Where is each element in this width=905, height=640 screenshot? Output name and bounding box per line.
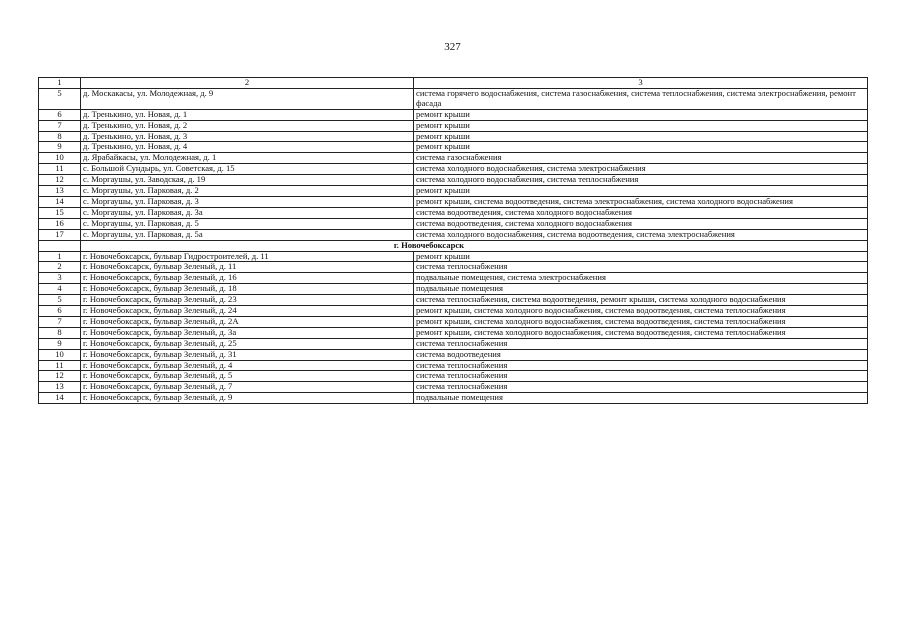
row-address: г. Новочебоксарск, бульвар Зеленый, д. 16 (81, 273, 414, 284)
row-address: д. Тренькино, ул. Новая, д. 2 (81, 120, 414, 131)
table-row (39, 218, 868, 229)
row-address: с. Моргаушы, ул. Парковая, д. 3а (81, 207, 414, 218)
row-works: подвальные помещения (414, 393, 868, 404)
row-address: г. Новочебоксарск, бульвар Зеленый, д. 18 (81, 284, 414, 295)
table-row (39, 262, 868, 273)
table-row (39, 131, 868, 142)
row-address: г. Новочебоксарск, бульвар Гидростроителей, д. 11 (81, 251, 414, 262)
row-number: 6 (39, 306, 81, 317)
row-works: ремонт крыши (414, 109, 868, 120)
table-row (39, 371, 868, 382)
row-address: с. Моргаушы, ул. Парковая, д. 3 (81, 196, 414, 207)
row-works: система холодного водоснабжения, система теплоснабжения (414, 175, 868, 186)
row-address: г. Новочебоксарск, бульвар Зеленый, д. 4 (81, 360, 414, 371)
table-row (39, 142, 868, 153)
row-works: система теплоснабжения, система водоотведения, ремонт крыши, система холодного водоснабжения (414, 295, 868, 306)
row-number: 13 (39, 186, 81, 197)
table-row (39, 284, 868, 295)
table-row (39, 186, 868, 197)
table-row (39, 327, 868, 338)
row-works: система холодного водоснабжения, система электроснабжения (414, 164, 868, 175)
row-works: система водоотведения, система холодного водоснабжения (414, 207, 868, 218)
table-row (39, 207, 868, 218)
row-works: система холодного водоснабжения, система водоотведения, система электроснабжения (414, 229, 868, 240)
row-works: система горячего водоснабжения, система газоснабжения, система теплоснабжения, система электроснабжения, ремонт фасада (414, 88, 868, 109)
row-number: 4 (39, 284, 81, 295)
row-address: г. Новочебоксарск, бульвар Зеленый, д. 9 (81, 393, 414, 404)
table-row (39, 360, 868, 371)
row-works: подвальные помещения, система электроснабжения (414, 273, 868, 284)
table-row (39, 338, 868, 349)
row-address: г. Новочебоксарск, бульвар Зеленый, д. 7 (81, 382, 414, 393)
row-number: 17 (39, 229, 81, 240)
section-row (39, 240, 868, 251)
row-works: ремонт крыши (414, 131, 868, 142)
row-number: 13 (39, 382, 81, 393)
row-number: 12 (39, 371, 81, 382)
table-row (39, 316, 868, 327)
row-works: ремонт крыши (414, 186, 868, 197)
row-number: 10 (39, 153, 81, 164)
table-row (39, 393, 868, 404)
row-address: д. Москакасы, ул. Молодежная, д. 9 (81, 88, 414, 109)
row-address: г. Новочебоксарск, бульвар Зеленый, д. 11 (81, 262, 414, 273)
row-works: система теплоснабжения (414, 262, 868, 273)
row-works: система водоотведения (414, 349, 868, 360)
row-works: ремонт крыши, система холодного водоснабжения, система водоотведения, система теплоснабжения (414, 306, 868, 317)
table-row (39, 382, 868, 393)
section-title: г. Новочебоксарск (81, 240, 868, 251)
row-number: 16 (39, 218, 81, 229)
table-row (39, 153, 868, 164)
table-row (39, 196, 868, 207)
row-number: 9 (39, 338, 81, 349)
row-address: д. Тренькино, ул. Новая, д. 1 (81, 109, 414, 120)
row-address: г. Новочебоксарск, бульвар Зеленый, д. 2А (81, 316, 414, 327)
row-address: г. Новочебоксарск, бульвар Зеленый, д. 24 (81, 306, 414, 317)
column-header: 3 (414, 78, 868, 89)
row-works: ремонт крыши, система водоотведения, система электроснабжения, система холодного водоснабжения (414, 196, 868, 207)
row-works: ремонт крыши, система холодного водоснабжения, система водоотведения, система теплоснабжения (414, 316, 868, 327)
row-number: 2 (39, 262, 81, 273)
row-works: ремонт крыши (414, 120, 868, 131)
table-row (39, 273, 868, 284)
row-works: ремонт крыши (414, 142, 868, 153)
row-address: г. Новочебоксарск, бульвар Зеленый, д. 3а (81, 327, 414, 338)
row-number: 9 (39, 142, 81, 153)
table-row (39, 175, 868, 186)
row-address: г. Новочебоксарск, бульвар Зеленый, д. 5 (81, 371, 414, 382)
row-number: 14 (39, 196, 81, 207)
table-row (39, 88, 868, 109)
section-spacer (39, 240, 81, 251)
table-row (39, 120, 868, 131)
table-row (39, 349, 868, 360)
table-row (39, 295, 868, 306)
row-works: система теплоснабжения (414, 371, 868, 382)
row-number: 10 (39, 349, 81, 360)
row-works: система теплоснабжения (414, 338, 868, 349)
row-number: 15 (39, 207, 81, 218)
row-works: система водоотведения, система холодного водоснабжения (414, 218, 868, 229)
row-number: 1 (39, 251, 81, 262)
row-address: с. Большой Сундырь, ул. Советская, д. 15 (81, 164, 414, 175)
column-header: 1 (39, 78, 81, 89)
row-number: 3 (39, 273, 81, 284)
table-row (39, 251, 868, 262)
row-works: подвальные помещения (414, 284, 868, 295)
row-address: с. Моргаушы, ул. Парковая, д. 5 (81, 218, 414, 229)
row-works: система газоснабжения (414, 153, 868, 164)
row-address: г. Новочебоксарск, бульвар Зеленый, д. 23 (81, 295, 414, 306)
row-address: д. Ярабайкасы, ул. Молодежная, д. 1 (81, 153, 414, 164)
table-header-row (39, 78, 868, 89)
row-address: с. Моргаушы, ул. Парковая, д. 2 (81, 186, 414, 197)
row-number: 5 (39, 88, 81, 109)
row-works: система теплоснабжения (414, 360, 868, 371)
row-number: 8 (39, 327, 81, 338)
row-works: ремонт крыши, система холодного водоснабжения, система водоотведения, система теплоснабжения (414, 327, 868, 338)
row-number: 6 (39, 109, 81, 120)
row-number: 14 (39, 393, 81, 404)
row-number: 8 (39, 131, 81, 142)
page-number: 327 (444, 41, 461, 53)
row-number: 11 (39, 164, 81, 175)
column-header: 2 (81, 78, 414, 89)
row-number: 7 (39, 120, 81, 131)
table-row (39, 229, 868, 240)
row-address: г. Новочебоксарск, бульвар Зеленый, д. 25 (81, 338, 414, 349)
row-address: г. Новочебоксарск, бульвар Зеленый, д. 31 (81, 349, 414, 360)
row-address: д. Тренькино, ул. Новая, д. 4 (81, 142, 414, 153)
row-works: ремонт крыши (414, 251, 868, 262)
table-row (39, 164, 868, 175)
row-address: с. Моргаушы, ул. Заводская, д. 19 (81, 175, 414, 186)
table-row (39, 109, 868, 120)
row-address: с. Моргаушы, ул. Парковая, д. 5а (81, 229, 414, 240)
row-works: система теплоснабжения (414, 382, 868, 393)
works-table (38, 77, 868, 404)
row-address: д. Тренькино, ул. Новая, д. 3 (81, 131, 414, 142)
row-number: 11 (39, 360, 81, 371)
row-number: 7 (39, 316, 81, 327)
row-number: 12 (39, 175, 81, 186)
table-row (39, 306, 868, 317)
row-number: 5 (39, 295, 81, 306)
